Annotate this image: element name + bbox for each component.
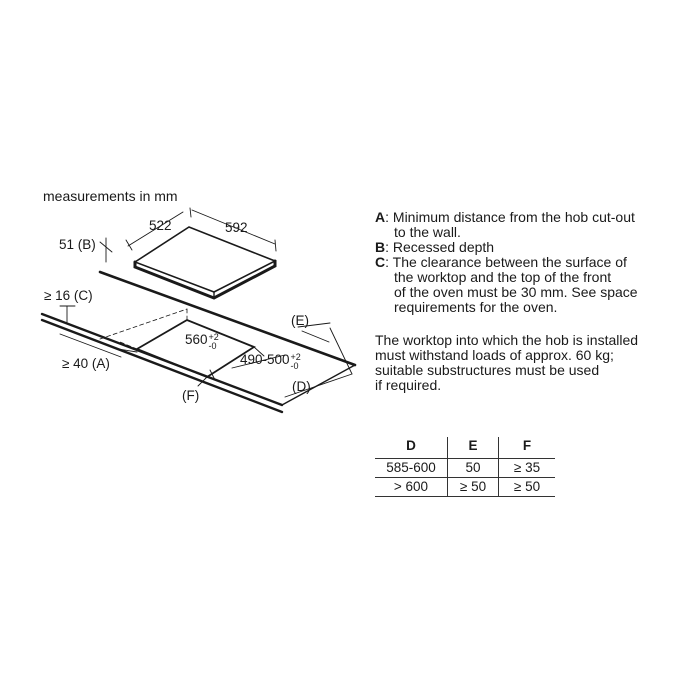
note-b: B: Recessed depth — [375, 239, 495, 255]
worktop-note-line: suitable substructures must be used — [375, 362, 600, 378]
table-cell: ≥ 50 — [499, 478, 556, 497]
cutout-width-label — [185, 333, 219, 351]
legend-notes — [375, 210, 685, 315]
table-row — [375, 459, 555, 478]
note-line: requirements for the oven. — [394, 299, 558, 315]
hob-width-label: 592 — [225, 220, 248, 235]
note-line: of the oven must be 30 mm. See space — [394, 284, 638, 300]
note-c: C: The clearance between the surface of the worktop and the top of the front of the oven must be 30 mm. See space requirements for the oven. — [375, 255, 685, 315]
hob-top — [135, 227, 275, 292]
recessed-depth-label: 51 (B) — [59, 237, 96, 252]
table-row — [375, 478, 555, 497]
worktop-note-line: must withstand loads of approx. 60 kg; — [375, 347, 614, 363]
label-d: (D) — [292, 379, 311, 394]
note-line: Minimum distance from the hob cut-out — [392, 209, 635, 225]
table-cell: ≥ 50 — [448, 478, 499, 497]
cutout-width-tol-minus: -0 — [208, 341, 217, 351]
cutout-width-value: 560 — [185, 332, 208, 347]
cutout-depth-tol-plus: +2 — [290, 352, 301, 362]
note-key: A — [375, 209, 386, 225]
cutout-depth-value: 490-500 — [240, 352, 290, 367]
table-header-e: E — [448, 437, 499, 459]
table-cell: > 600 — [375, 478, 448, 497]
note-line: The clearance between the surface of — [392, 254, 627, 270]
cutout-depth-tol-minus: -0 — [290, 361, 299, 371]
worktop-note-line: if required. — [375, 377, 442, 393]
cutout-width-tol-plus: +2 — [208, 332, 219, 342]
note-line: Recessed depth — [392, 239, 495, 255]
label-e: (E) — [291, 313, 309, 328]
table-header-d: D — [406, 438, 416, 453]
note-a: A: Minimum distance from the hob cut-out to the wall. — [375, 210, 685, 240]
units-label: measurements in mm — [43, 188, 178, 204]
worktop-note-line: The worktop into which the hob is installed — [375, 332, 639, 348]
worktop-load-note — [375, 333, 685, 393]
dimension-table — [375, 437, 555, 497]
label-f: (F) — [182, 388, 200, 403]
table-cell: 585-600 — [375, 459, 448, 478]
table-header-f: F — [522, 438, 532, 453]
note-line: to the wall. — [394, 224, 461, 240]
table-cell: 50 — [448, 459, 499, 478]
table-cell: ≥ 35 — [499, 459, 556, 478]
cutout-depth-label — [240, 353, 301, 371]
min-distance-label: ≥ 40 (A) — [62, 356, 110, 371]
hob-depth-label: 522 — [149, 218, 172, 233]
note-key: C — [375, 254, 386, 270]
note-key: B — [375, 239, 386, 255]
note-line: the worktop and the top of the front — [394, 269, 612, 285]
table-header-row — [375, 437, 555, 459]
clearance-label: ≥ 16 (C) — [44, 288, 93, 303]
